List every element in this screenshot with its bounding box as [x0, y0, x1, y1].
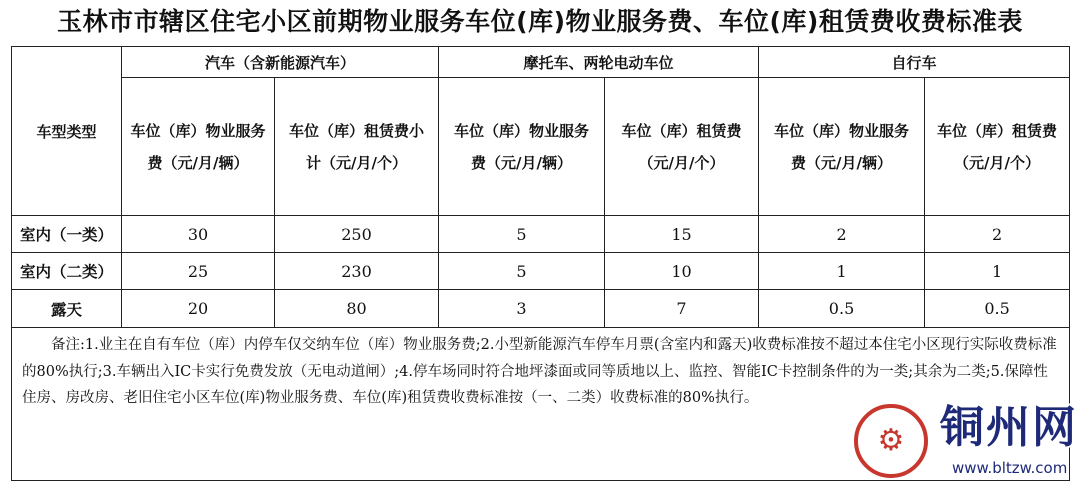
table-row: [12, 290, 1070, 328]
category-car: 汽车（含新能源汽车）: [122, 47, 439, 78]
watermark-logo-icon: ⚙: [854, 404, 928, 478]
table-cell: 0.5: [925, 290, 1070, 328]
subheader-car-rent-subtotal: 车位（库）租赁费小计（元/月/个）: [275, 78, 439, 216]
table-cell: 7: [605, 290, 759, 328]
watermark-url: www.bltzw.com: [952, 459, 1068, 477]
table-note: 备注:1.业主在自有车位（库）内停车仅交纳车位（库）物业服务费;2.小型新能源汽车停车月票(含室内和露天)收费标准按不超过本住宅小区现行实际收费标准的80%执行;3.车辆出入IC卡实行免费发放（无电动道闸）;4.停车场同时符合地坪漆面或同等质地以上、监控、智能IC卡控制条件的为一类;其余为二类;5.保障性住房、房改房、老旧住宅小区车位(库)物业服务费、车位(库)租赁费收费标准按（一、二类）收费标准的80%执行。: [12, 328, 1070, 481]
table-row: [12, 216, 1070, 253]
subheader-bike-service-fee: 车位（库）物业服务费（元/月/辆）: [759, 78, 925, 216]
table-cell: 3: [439, 290, 605, 328]
table-cell: 2: [925, 216, 1070, 253]
subheader-row: [12, 78, 1070, 216]
table-cell: 5: [439, 216, 605, 253]
row-label: 室内（二类）: [12, 253, 122, 290]
fee-standard-table: [11, 46, 1070, 481]
table-cell: 1: [925, 253, 1070, 290]
table-cell: 20: [122, 290, 275, 328]
table-cell: 2: [759, 216, 925, 253]
table-cell: 1: [759, 253, 925, 290]
note-row: [12, 328, 1070, 481]
subheader-car-service-fee: 车位（库）物业服务费（元/月/辆）: [122, 78, 275, 216]
table-cell: 5: [439, 253, 605, 290]
category-motorcycle-ebike: 摩托车、两轮电动车位: [439, 47, 759, 78]
table-cell: 250: [275, 216, 439, 253]
row-label: 室内（一类）: [12, 216, 122, 253]
category-header-row: [12, 47, 1070, 78]
subheader-moto-service-fee: 车位（库）物业服务费（元/月/辆）: [439, 78, 605, 216]
table-cell: 30: [122, 216, 275, 253]
vehicle-type-header: 车型类型: [12, 47, 122, 216]
category-bicycle: 自行车: [759, 47, 1070, 78]
subheader-moto-rent: 车位（库）租赁费（元/月/个）: [605, 78, 759, 216]
table-cell: 10: [605, 253, 759, 290]
table-cell: 15: [605, 216, 759, 253]
table-cell: 25: [122, 253, 275, 290]
subheader-bike-rent: 车位（库）租赁费（元/月/个）: [925, 78, 1070, 216]
table-cell: 0.5: [759, 290, 925, 328]
page-title: 玉林市市辖区住宅小区前期物业服务车位(库)物业服务费、车位(库)租赁费收费标准表: [57, 7, 1023, 36]
table-cell: 230: [275, 253, 439, 290]
table-row: [12, 253, 1070, 290]
row-label: 露天: [12, 290, 122, 328]
table-cell: 80: [275, 290, 439, 328]
watermark-site-name: 铜州网: [940, 402, 1078, 453]
